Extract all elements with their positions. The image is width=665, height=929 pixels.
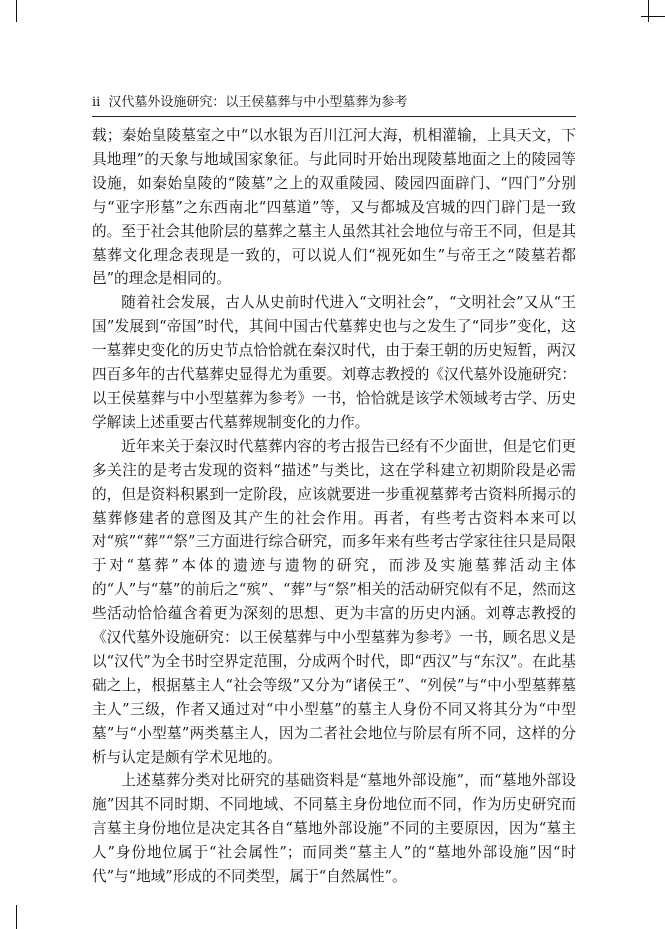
header-rule [92,116,576,117]
paragraph: 近年来关于秦汉时代墓葬内容的考古报告已经有不少面世，但是它们更多关注的是考古发现的资料“描述”与类比，这在学科建立初期阶段是必需的，但是资料积累到一定阶段，应该就要进一步重视墓葬考古资料所揭示的墓葬修建者的意图及其产生的社会作用。再者，有些考古资料本来可以对“殡”“葬”“祭”三方面进行综合研究，而多年来有些考古学家往往只是局限于对“墓葬”本体的遗迹与遗物的研究，而涉及实施墓葬活动主体的“人”与“墓”的前后之“殡”、“葬”与“祭”相关的活动研究似有不足，然而这些活动恰恰蕴含着更为深刻的思想、更为丰富的历史内涵。刘尊志教授的《汉代墓外设施研究：以王侯墓葬与中小型墓葬为参考》一书，顾名思义是以“汉代”为全书时空界定范围，分成两个时代，即“西汉”与“东汉”。在此基础之上，根据墓主人“社会等级”又分为“诸侯王”、“列侯”与“中小型墓葬墓主人”三级，作者又通过对“中小型墓”的墓主人身份不同又将其分为“中型墓”与“小型墓”两类墓主人，因为二者社会地位与阶层有所不同，这样的分析与认定是颇有学术见地的。 [92,437,576,766]
crop-mark-top-right-vertical [648,0,649,22]
paragraph: 上述墓葬分类对比研究的基础资料是“墓地外部设施”，而“墓地外部设施”因其不同时期、不同地域、不同墓主身份地位而不同，作为历史研究而言墓主身份地位是决定其各自“墓地外部设施”不同的主要原因，因为“墓主人”身份地位属于“社会属性”；而同类“墓主人”的“墓地外部设施”因“时代”与“地域”形成的不同类型，属于“自然属性”。 [92,772,576,886]
paragraph: 随着社会发展，古人从史前时代进入“文明社会”，“文明社会”又从“王国”发展到“帝国”时代，其间中国古代墓葬史也与之发生了“同步”变化，这一墓葬史变化的历史节点恰恰就在秦汉时代，由于秦王朝的历史短暂，两汉四百多年的古代墓葬史显得尤为重要。刘尊志教授的《汉代墓外设施研究：以王侯墓葬与中小型墓葬为参考》一书，恰恰就是该学术领域考古学、历史学解读上述重要古代墓葬规制变化的力作。 [92,294,576,431]
crop-mark-top-right-horizontal [641,16,665,17]
crop-mark-bottom-left [16,905,17,929]
running-head-title: 汉代墓外设施研究：以王侯墓葬与中小型墓葬为参考 [108,95,408,110]
crop-mark-top-left [16,0,17,22]
paragraph-continued: 载；秦始皇陵墓室之中“以水银为百川江河大海，机相灌输，上具天文，下具地理”的天象与地域国家象征。与此同时开始出现陵墓地面之上的陵园等设施，如秦始皇陵的“陵墓”之上的双重陵园、陵园四面辟门、“四门”分别与“亚字形墓”之东西南北“四墓道”等，又与都城及宫城的四门辟门是一致的。至于社会其他阶层的墓葬之墓主人虽然其社会地位与帝王不同，但是其墓葬文化理念表现是一致的，可以说人们“视死如生”与帝王之“陵墓若都邑”的理念是相同的。 [92,127,576,288]
page-number: ii [92,95,101,110]
body-text [92,124,576,889]
running-head [92,94,572,114]
